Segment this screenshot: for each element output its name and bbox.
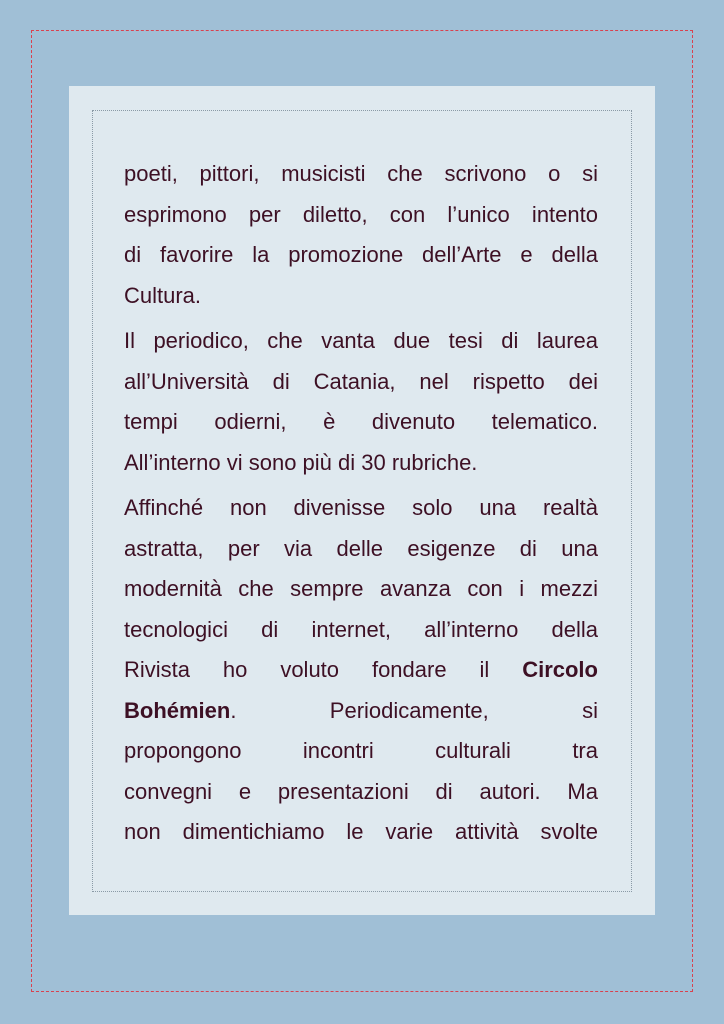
- text-run: . Periodicamente, si: [230, 697, 598, 723]
- text-line: non dimentichiamo le varie attività svolte: [124, 819, 598, 844]
- text-line: Affinché non divenisse solo una realtà: [124, 495, 598, 520]
- text-line: astratta, per via delle esigenze di una: [124, 535, 598, 561]
- body-text: [124, 154, 598, 853]
- text-line: esprimono per diletto, con l’unico intento: [124, 201, 598, 227]
- text-line: modernità che sempre avanza con i mezzi: [124, 576, 598, 601]
- text-line: All’interno vi sono più di 30 rubriche.: [124, 449, 478, 475]
- circolo-name-part1: Circolo: [522, 657, 598, 682]
- paragraph-1: [124, 154, 598, 316]
- text-line: propongono incontri culturali tra: [124, 738, 598, 763]
- text-line: all’Università di Catania, nel rispetto dei: [124, 368, 598, 394]
- paragraph-2: [124, 321, 598, 483]
- text-line: convegni e presentazioni di autori. Ma: [124, 778, 598, 804]
- text-line: tecnologici di internet, all’interno della: [124, 616, 598, 642]
- text-line: Il periodico, che vanta due tesi di laurea: [124, 328, 598, 353]
- document-page: [69, 86, 655, 915]
- text-line: di favorire la promozione dell’Arte e della: [124, 242, 598, 267]
- text-line: poeti, pittori, musicisti che scrivono o si: [124, 161, 598, 186]
- text-line: tempi odierni, è divenuto telematico.: [124, 409, 598, 434]
- text-line: [124, 691, 598, 732]
- text-line: [124, 650, 598, 691]
- text-line: Cultura.: [124, 282, 202, 308]
- paragraph-3: [124, 488, 598, 853]
- text-run: Rivista ho voluto fondare il: [124, 657, 490, 682]
- circolo-name-part2: Bohémien: [124, 697, 231, 723]
